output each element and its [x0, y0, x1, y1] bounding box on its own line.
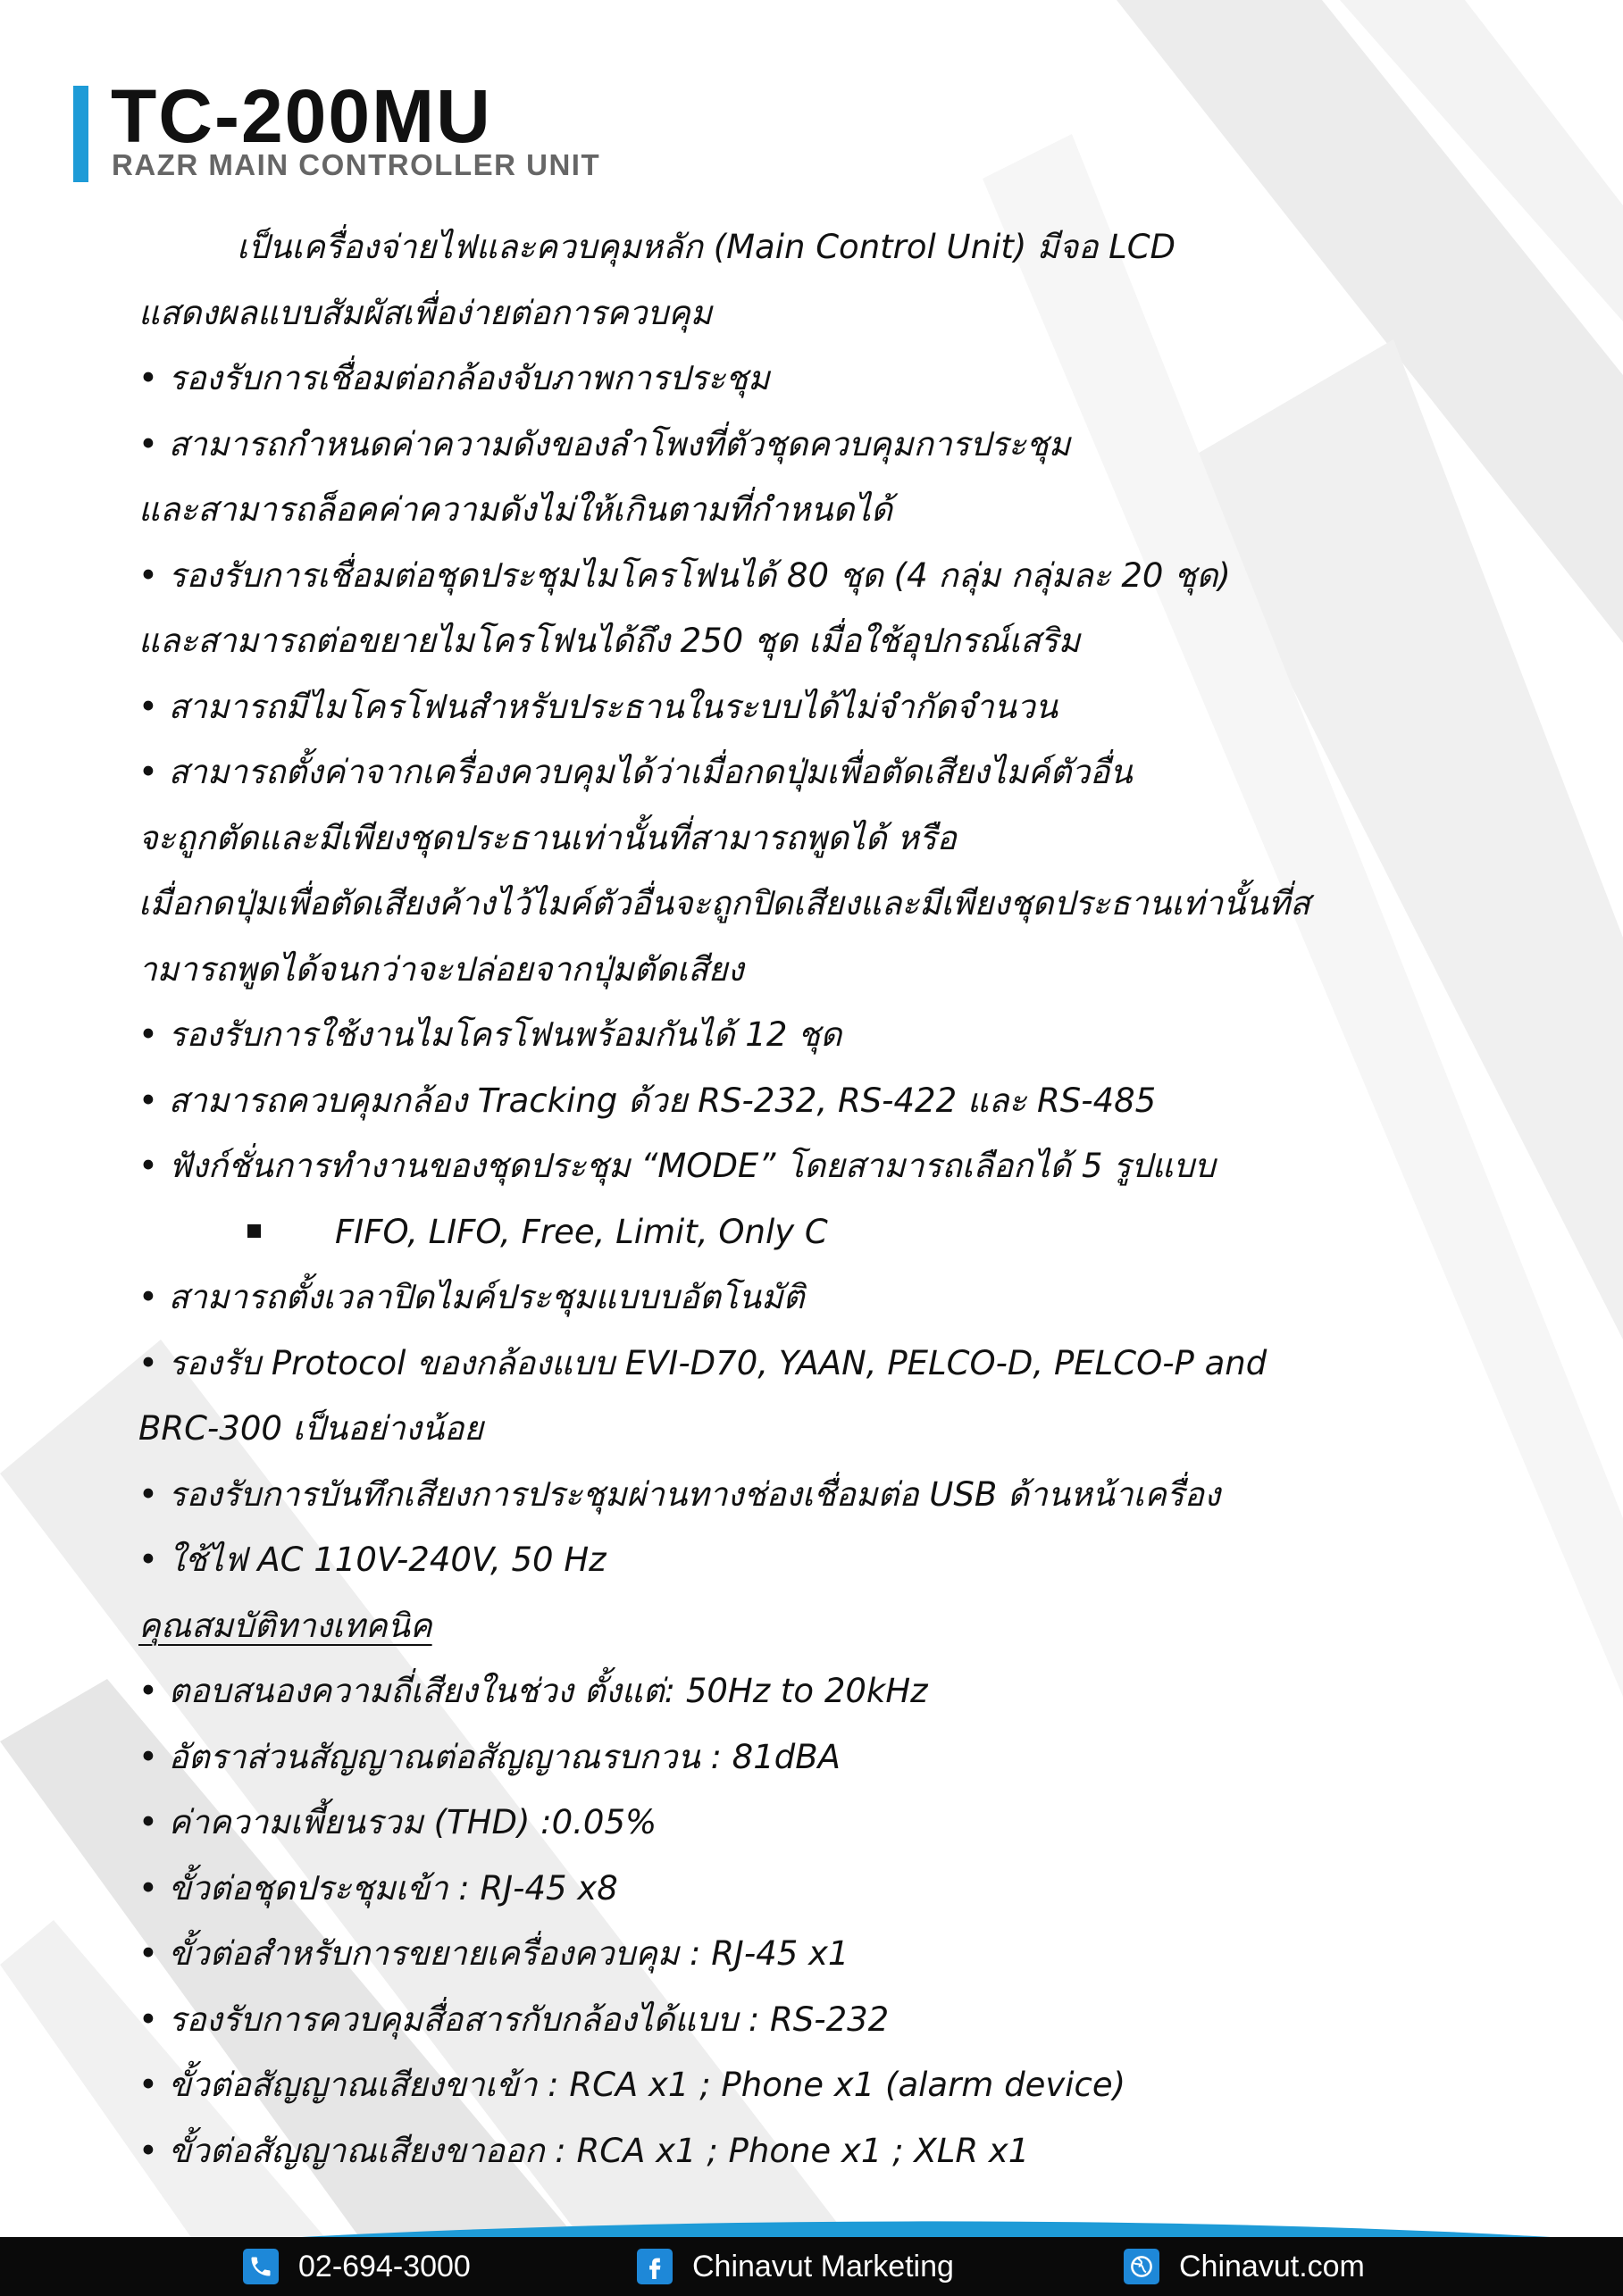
feature-item: • สามารถมีไมโครโฟนสำหรับประธานในระบบได้ไม่จำกัดจำนวน — [138, 687, 1058, 726]
spec-item: • ขั้วต่อสำหรับการขยายเครื่องควบคุม : RJ-45 x1 — [138, 1934, 849, 1973]
globe-icon — [1124, 2249, 1159, 2284]
website-url: Chinavut.com — [1179, 2249, 1365, 2283]
feature-item: • รองรับการเชื่อมต่อชุดประชุมไมโครโฟนได้ 80 ชุด (4 กลุ่ม กลุ่มละ 20 ชุด) — [138, 555, 1231, 595]
phone-number: 02-694-3000 — [298, 2249, 471, 2283]
square-bullet-icon — [247, 1224, 261, 1238]
footer-facebook[interactable] — [637, 2247, 954, 2286]
feature-item: • รองรับ Protocol ของกล้องแบบ EVI-D70, YAAN, PELCO-D, PELCO-P and — [138, 1343, 1267, 1382]
feature-item: • สามารถกำหนดค่าความดังของลำโพงที่ตัวชุดควบคุมการประชุม — [138, 424, 1071, 463]
footer-bar — [0, 2237, 1623, 2296]
spec-item: • ขั้วต่อชุดประชุมเข้า : RJ-45 x8 — [138, 1868, 618, 1908]
spec-heading: คุณสมบัติทางเทคนิค — [138, 1606, 432, 1645]
text-line: และสามารถล็อคค่าความดังไม่ให้เกินตามที่กำหนดได้ — [138, 490, 893, 529]
feature-item: • รองรับการใช้งานไมโครโฟนพร้อมกันได้ 12 ชุด — [138, 1015, 842, 1054]
spec-heading-line — [138, 1593, 1532, 1659]
mode-list-item — [138, 1199, 1532, 1265]
text-line: และสามารถต่อขยายไมโครโฟนได้ถึง 250 ชุด เมื่อใช้อุปกรณ์เสริม — [138, 622, 1081, 660]
feature-item: • สามารถตั้งค่าจากเครื่องควบคุมได้ว่าเมื่อกดปุ่มเพื่อตัดเสียงไมค์ตัวอื่น — [138, 753, 1133, 791]
spec-item: • อัตราส่วนสัญญาณต่อสัญญาณรบกวน : 81dBA — [138, 1737, 841, 1776]
spec-item: • ขั้วต่อสัญญาณเสียงขาออก : RCA x1 ; Phone x1 ; XLR x1 — [138, 2131, 1030, 2170]
mode-list-text: FIFO, LIFO, Free, Limit, Only C — [335, 1212, 828, 1251]
feature-item: • สามารถตั้งเวลาปิดไมค์ประชุมแบบบอัตโนมัติ — [138, 1278, 805, 1316]
feature-item: • ฟังก์ชั่นการทำงานของชุดประชุม “MODE” โดยสามารถเลือกได้ 5 รูปแบบ — [138, 1147, 1216, 1185]
spec-item: • ค่าความเพี้ยนรวม (THD) :0.05% — [138, 1803, 657, 1841]
feature-item: • ใช้ไฟ AC 110V-240V, 50 Hz — [138, 1540, 607, 1579]
text-line: เมื่อกดปุ่มเพื่อตัดเสียงค้างไว้ไมค์ตัวอื่นจะถูกปิดเสียงและมีเพียงชุดประธานเท่านั้นที่ส — [138, 884, 1310, 923]
model-subtitle: RAZR MAIN CONTROLLER UNIT — [112, 148, 601, 181]
footer-phone[interactable] — [243, 2247, 471, 2286]
spec-item: • รองรับการควบคุมสื่อสารกับกล้องได้แบบ : RS-232 — [138, 2000, 890, 2039]
text-line: แสดงผลแบบสัมผัสเพื่อง่ายต่อการควบคุม — [138, 293, 713, 332]
model-title: TC-200MU — [111, 74, 492, 158]
spec-item: • ตอบสนองความถี่เสียงในช่วง ตั้งแต่: 50Hz to 20kHz — [138, 1672, 928, 1710]
feature-item: • รองรับการบันทึกเสียงการประชุมผ่านทางช่องเชื่อมต่อ USB ด้านหน้าเครื่อง — [138, 1474, 1221, 1514]
facebook-icon — [637, 2249, 673, 2284]
spec-item: • ขั้วต่อสัญญาณเสียงขาเข้า : RCA x1 ; Phone x1 (alarm device) — [138, 2066, 1126, 2104]
facebook-name: Chinavut Marketing — [692, 2249, 954, 2283]
description — [138, 214, 1532, 2183]
accent-bar — [73, 86, 88, 182]
phone-icon — [243, 2249, 279, 2284]
text-line: ามารถพูดได้จนกว่าจะปล่อยจากปุ่มตัดเสียง — [138, 949, 744, 989]
footer-website[interactable] — [1124, 2247, 1365, 2286]
text-line: BRC-300 เป็นอย่างน้อย — [138, 1409, 484, 1448]
text-line: จะถูกตัดและมีเพียงชุดประธานเท่านั้นที่สามารถพูดได้ หรือ — [138, 818, 957, 857]
intro-line: เป็นเครื่องจ่ายไฟและควบคุมหลัก (Main Control Unit) มีจอ LCD — [237, 228, 1176, 266]
feature-item: • สามารถควบคุมกล้อง Tracking ด้วย RS-232, RS-422 และ RS-485 — [138, 1081, 1157, 1120]
feature-item: • รองรับการเชื่อมต่อกล้องจับภาพการประชุม — [138, 359, 770, 397]
